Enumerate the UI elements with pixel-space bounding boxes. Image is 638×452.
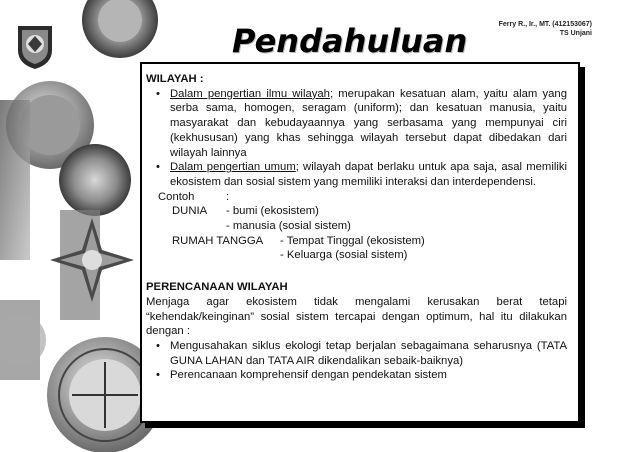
perencanaan-heading: PERENCANAAN WILAYAH bbox=[146, 281, 288, 294]
term-pengertian-umum: Dalam pengertian umum bbox=[170, 161, 296, 174]
term-ilmu-wilayah: Dalam pengertian ilmu wilayah bbox=[170, 87, 330, 100]
perencanaan-bullet-1: Mengusahakan siklus ekologi tetap berjalan sebagaimana seharusnya (TATA GUNA LAHAN dan TATA AIR dikendalikan sebaik-baiknya) bbox=[170, 339, 567, 367]
rumah-tangga-item-1: - Tempat Tinggal (ekosistem) bbox=[280, 234, 425, 247]
bullet-icon: • bbox=[156, 369, 160, 382]
dunia-row bbox=[146, 204, 567, 219]
rumah-tangga-row bbox=[146, 234, 567, 249]
dunia-item-2: - manusia (sosial sistem) bbox=[226, 220, 351, 233]
bullet-icon: • bbox=[156, 87, 160, 100]
author-name: Ferry R., Ir., MT. (412153067) bbox=[498, 21, 592, 28]
dunia-item-1: - bumi (ekosistem) bbox=[226, 205, 319, 218]
perencanaan-paragraph: Menjaga agar ekosistem tidak mengalami kerusakan berat tetapi “kehendak/keinginan” sosial sistem tercapai dengan optimum, hal itu dilakukan dengan : bbox=[146, 295, 567, 338]
rumah-tangga-label: RUMAH TANGGA bbox=[172, 234, 264, 247]
dunia-label: DUNIA bbox=[172, 205, 208, 218]
page-title: Pendahuluan bbox=[232, 22, 468, 60]
list-item bbox=[146, 368, 567, 383]
rumah-tangga-item-2: - Keluarga (sosial sistem) bbox=[280, 249, 408, 262]
perencanaan-bullet-2: Perencanaan komprehensif dengan pendekatan sistem bbox=[170, 369, 447, 382]
bullet-icon: • bbox=[156, 339, 160, 352]
list-item bbox=[146, 160, 567, 189]
author-institution: TS Unjani bbox=[559, 30, 592, 37]
definition-pengertian-umum: ; wilayah dapat berlaku untuk apa saja, asal memiliki ekosistem dan sosial sistem yang memiliki interaksi dan interdependensi. bbox=[170, 161, 568, 188]
spacer bbox=[146, 263, 567, 280]
university-logo-emblem bbox=[12, 22, 58, 70]
perencanaan-bullet-list bbox=[146, 339, 567, 383]
list-item bbox=[146, 87, 567, 161]
bullet-icon: • bbox=[156, 161, 160, 174]
wilayah-heading: WILAYAH : bbox=[146, 73, 204, 85]
contoh-label: Contoh bbox=[158, 190, 195, 203]
list-item bbox=[146, 339, 567, 368]
dunia-row-2 bbox=[146, 219, 567, 234]
content-text bbox=[146, 72, 567, 383]
contoh-row bbox=[146, 190, 567, 205]
author-info bbox=[499, 20, 592, 38]
contoh-colon: : bbox=[226, 190, 230, 203]
wilayah-bullet-list bbox=[146, 87, 567, 190]
definition-ilmu-wilayah: ; merupakan kesatuan alam, yaitu alam yang serba sama, homogen, seragam (uniform); dan kesatuan manusia, yaitu masyarakat dan kebudayaannya yang serbasama yang mempunyai ciri (kekhususan) yang khas sehingga wilayah tersebut dapat dibedakan dari wilayah lainnya bbox=[170, 87, 567, 159]
rumah-tangga-row-2 bbox=[146, 248, 567, 263]
